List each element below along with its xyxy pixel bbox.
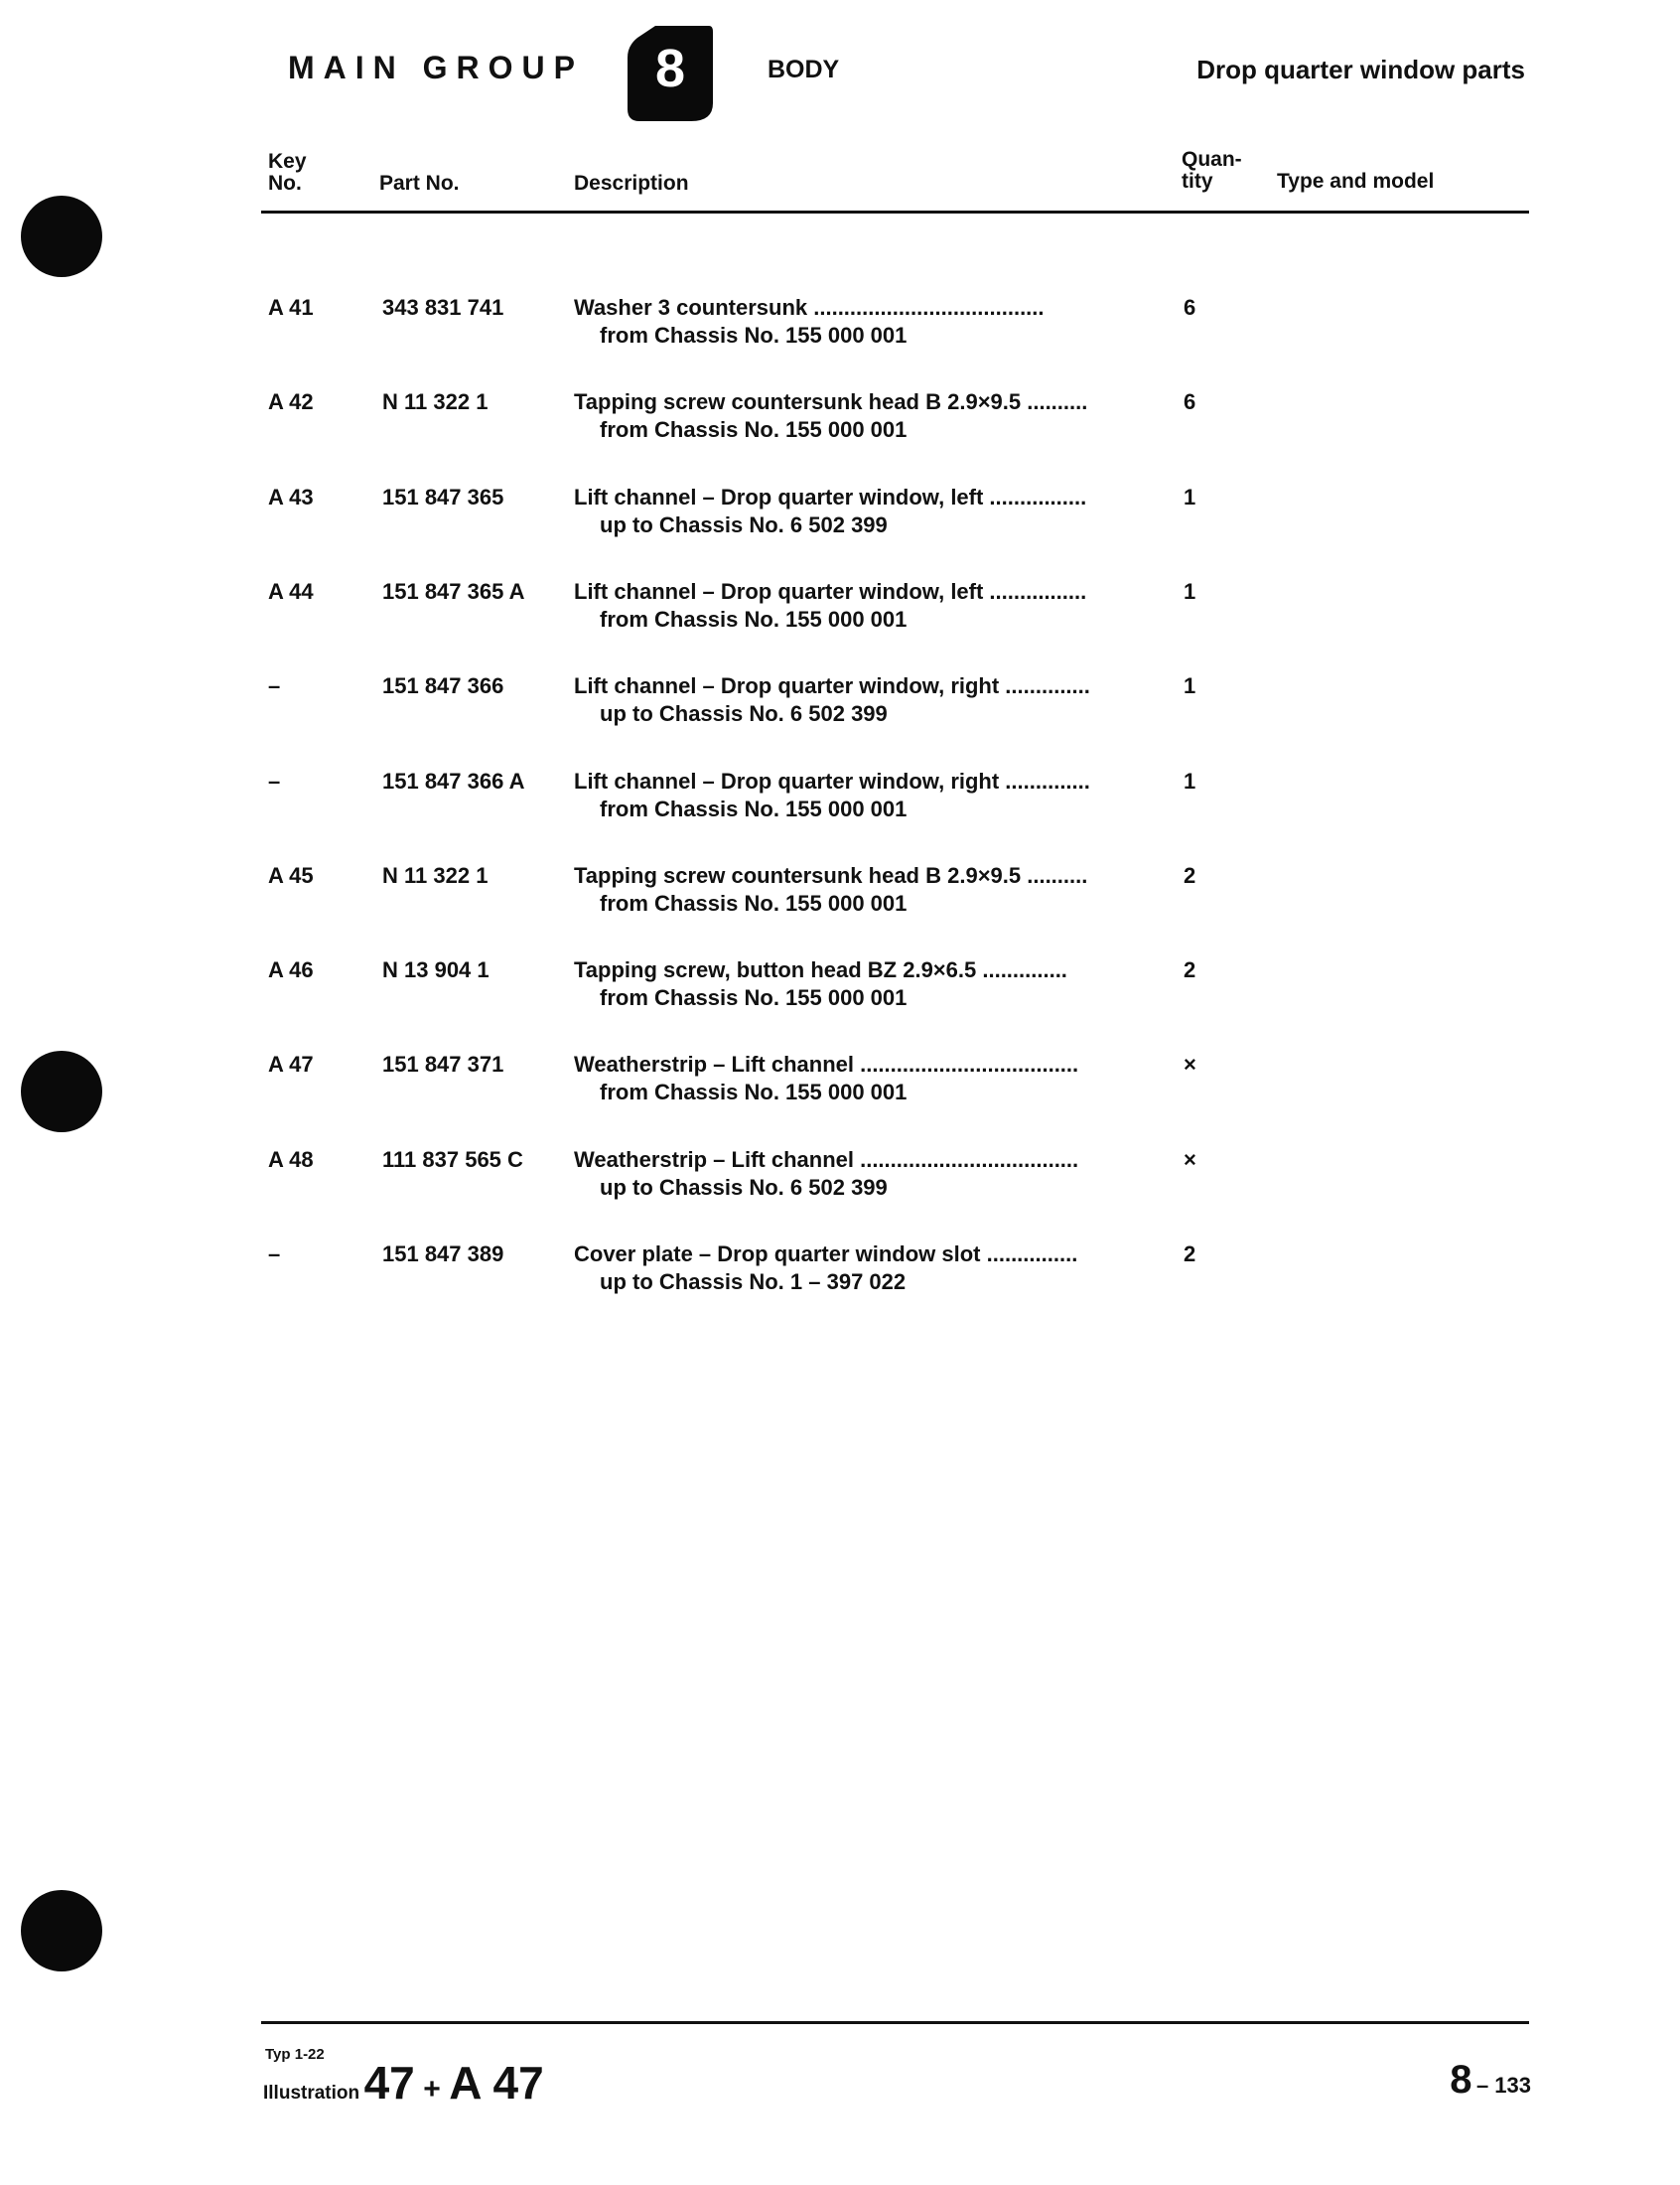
part-no-cell: 151 847 389	[382, 1241, 504, 1266]
key-no-cell: A 46	[268, 957, 314, 983]
col-key-no: Key No.	[268, 150, 307, 195]
part-no-cell: 111 837 565 C	[382, 1146, 523, 1172]
table-row	[0, 579, 1680, 639]
part-no-cell: 151 847 371	[382, 1052, 504, 1078]
table-row	[0, 389, 1680, 449]
description-cell: Lift channel – Drop quarter window, right ..............	[574, 673, 1090, 699]
chassis-note: up to Chassis No. 6 502 399	[600, 511, 888, 537]
quantity-cell: 1	[1184, 484, 1196, 510]
key-no-cell: –	[268, 673, 281, 699]
quantity-cell: 2	[1184, 862, 1196, 888]
chassis-note: up to Chassis No. 6 502 399	[600, 701, 888, 727]
key-no-cell: –	[268, 1241, 281, 1266]
footer-rule	[261, 2021, 1529, 2024]
part-no-cell: 151 847 366 A	[382, 768, 525, 794]
description-cell: Cover plate – Drop quarter window slot ...............	[574, 1241, 1078, 1266]
description-cell: Weatherstrip – Lift channel ....................................	[574, 1052, 1079, 1078]
key-no-cell: A 42	[268, 389, 314, 415]
quantity-cell: 6	[1184, 389, 1196, 415]
quantity-cell: ×	[1184, 1052, 1196, 1078]
table-row	[0, 673, 1680, 733]
col-quantity: Quan- tity	[1182, 148, 1242, 193]
illustration-reference: Illustration 47 + A 47	[263, 2057, 544, 2109]
col-type-and-model: Type and model	[1277, 170, 1435, 193]
col-description: Description	[574, 172, 689, 195]
section-label: BODY	[768, 56, 840, 83]
part-no-cell: 151 847 365 A	[382, 578, 525, 604]
part-no-cell: 151 847 365	[382, 484, 504, 510]
page-title: Drop quarter window parts	[1196, 55, 1525, 84]
quantity-cell: 1	[1184, 768, 1196, 794]
table-row	[0, 295, 1680, 355]
quantity-cell: 1	[1184, 673, 1196, 699]
quantity-cell: ×	[1184, 1146, 1196, 1172]
table-row	[0, 1241, 1680, 1301]
page-number: 8 – 133	[1450, 2058, 1531, 2102]
chassis-note: up to Chassis No. 1 – 397 022	[600, 1269, 907, 1294]
part-no-cell: 343 831 741	[382, 295, 504, 320]
col-part-no: Part No.	[379, 172, 460, 195]
quantity-cell: 2	[1184, 957, 1196, 983]
description-cell: Lift channel – Drop quarter window, left ................	[574, 484, 1087, 510]
punch-hole-bottom	[21, 1890, 102, 1971]
key-no-cell: –	[268, 768, 281, 794]
description-cell: Lift channel – Drop quarter window, right ..............	[574, 768, 1090, 794]
table-row	[0, 485, 1680, 544]
key-no-cell: A 44	[268, 578, 314, 604]
key-no-cell: A 47	[268, 1052, 314, 1078]
chassis-note: from Chassis No. 155 000 001	[600, 890, 908, 916]
table-row	[0, 769, 1680, 828]
key-no-cell: A 48	[268, 1146, 314, 1172]
chassis-note: from Chassis No. 155 000 001	[600, 323, 908, 348]
chassis-note: from Chassis No. 155 000 001	[600, 796, 908, 821]
punch-hole-top	[21, 196, 102, 277]
description-cell: Weatherstrip – Lift channel ....................................	[574, 1146, 1079, 1172]
part-no-cell: N 11 322 1	[382, 862, 489, 888]
quantity-cell: 6	[1184, 295, 1196, 320]
description-cell: Washer 3 countersunk ......................................	[574, 295, 1045, 320]
key-no-cell: A 43	[268, 484, 314, 510]
table-row	[0, 957, 1680, 1017]
part-no-cell: 151 847 366	[382, 673, 504, 699]
type-label: Typ 1-22	[265, 2046, 325, 2063]
quantity-cell: 1	[1184, 578, 1196, 604]
chassis-note: from Chassis No. 155 000 001	[600, 417, 908, 443]
table-row	[0, 863, 1680, 923]
chassis-note: from Chassis No. 155 000 001	[600, 985, 908, 1011]
description-cell: Tapping screw countersunk head B 2.9×9.5 ..........	[574, 862, 1088, 888]
description-cell: Lift channel – Drop quarter window, left ................	[574, 578, 1087, 604]
key-no-cell: A 45	[268, 862, 314, 888]
part-no-cell: N 11 322 1	[382, 389, 489, 415]
key-no-cell: A 41	[268, 295, 314, 320]
table-row	[0, 1147, 1680, 1207]
chassis-note: from Chassis No. 155 000 001	[600, 1080, 908, 1105]
part-no-cell: N 13 904 1	[382, 957, 490, 983]
description-cell: Tapping screw, button head BZ 2.9×6.5 ..............	[574, 957, 1067, 983]
group-number: 8	[654, 39, 686, 98]
table-row	[0, 1052, 1680, 1111]
group-number-badge	[626, 24, 715, 123]
description-cell: Tapping screw countersunk head B 2.9×9.5 ..........	[574, 389, 1088, 415]
quantity-cell: 2	[1184, 1241, 1196, 1266]
header-rule	[261, 211, 1529, 214]
chassis-note: from Chassis No. 155 000 001	[600, 606, 908, 632]
chassis-note: up to Chassis No. 6 502 399	[600, 1174, 888, 1200]
main-group-label: MAIN GROUP	[288, 50, 584, 85]
